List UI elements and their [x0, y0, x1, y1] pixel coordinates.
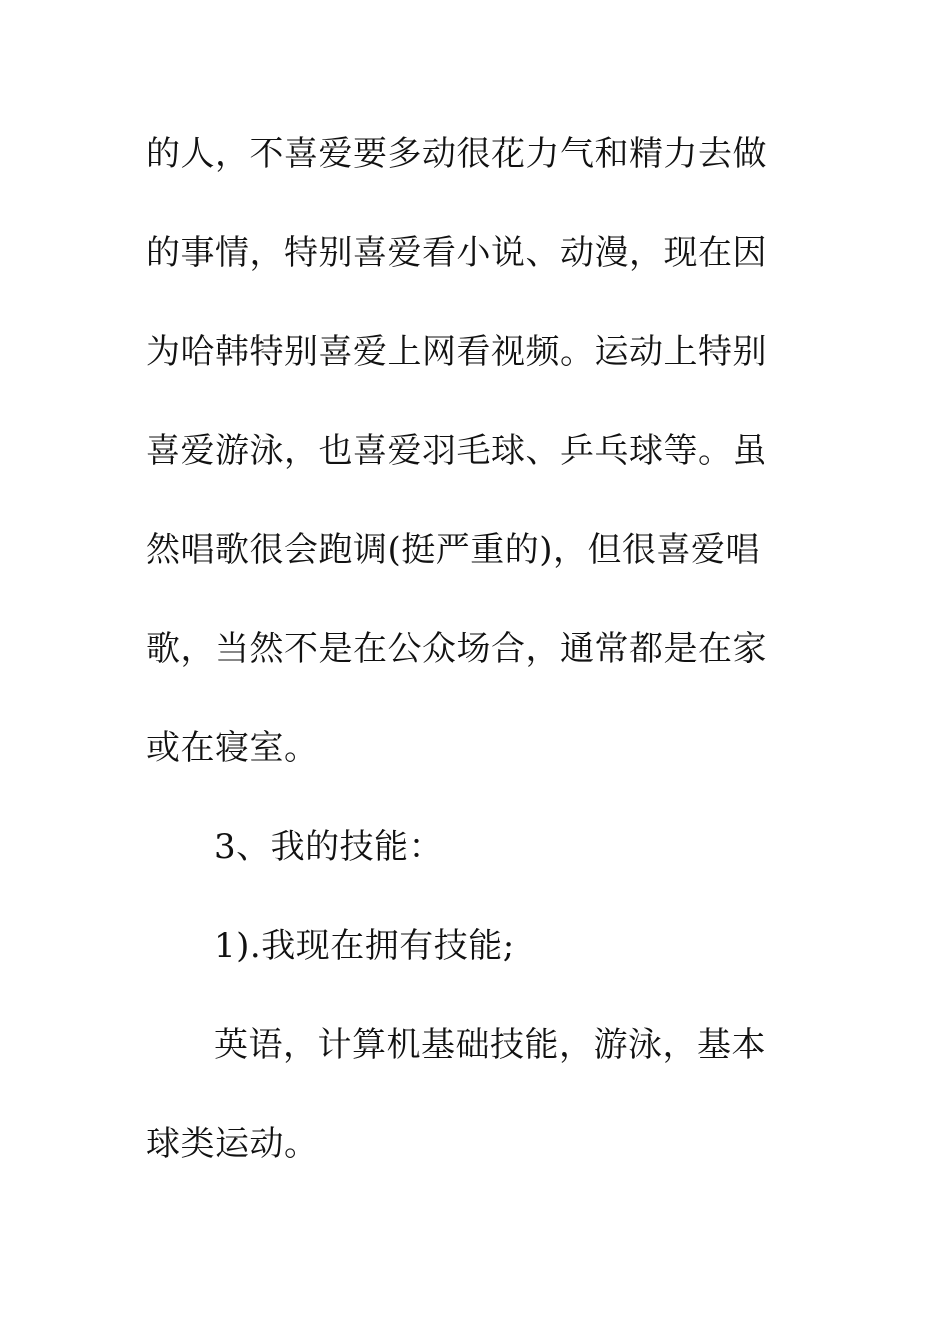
section-heading: 3、我的技能：	[214, 827, 444, 867]
paragraph-line: 的事情，特别喜爱看小说、动漫，现在因	[146, 233, 767, 273]
paragraph-line: 然唱歌很会跑调(挺严重的)，但很喜爱唱	[146, 530, 761, 570]
paragraph-line: 歌，当然不是在公众场合，通常都是在家	[146, 629, 767, 669]
body-text	[146, 124, 786, 1213]
paragraph-line: 喜爱游泳，也喜爱羽毛球、乒乓球等。虽	[146, 431, 767, 471]
paragraph-line: 或在寝室。	[146, 728, 319, 768]
paragraph-line: 球类运动。	[146, 1124, 319, 1164]
paragraph-line: 为哈韩特别喜爱上网看视频。运动上特别	[146, 332, 767, 372]
paragraph-line: 的人，不喜爱要多动很花力气和精力去做	[146, 134, 767, 174]
subsection-heading: 1).我现在拥有技能;	[214, 926, 515, 966]
paragraph-line: 英语，计算机基础技能，游泳，基本	[214, 1025, 766, 1065]
